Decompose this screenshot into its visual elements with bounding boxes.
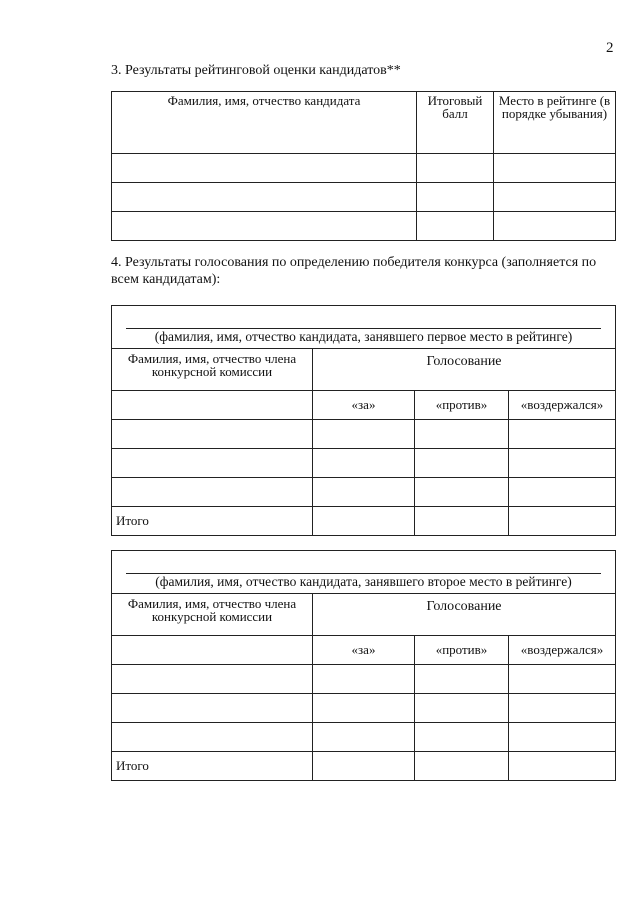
candidate-caption: (фамилия, имя, отчество кандидата, занявшего второе место в рейтинге) — [155, 574, 572, 589]
total-for-cell[interactable] — [313, 507, 415, 536]
candidate-name-field[interactable] — [112, 306, 616, 349]
total-row — [112, 507, 616, 536]
member-name-cell[interactable] — [112, 636, 313, 665]
column-header-candidate-name: Фамилия, имя, отчество кандидата — [112, 92, 417, 154]
total-label: Итого — [112, 507, 313, 536]
page-number: 2 — [606, 40, 614, 56]
table-row — [112, 449, 616, 478]
total-against-cell[interactable] — [415, 752, 509, 781]
table-header-row — [112, 594, 616, 636]
candidate-name-field[interactable] — [112, 551, 616, 594]
section-3-heading: 3. Результаты рейтинговой оценки кандидатов** — [111, 63, 401, 78]
rating-results-table — [111, 91, 616, 241]
vote-abstain-cell[interactable] — [509, 723, 616, 752]
total-against-cell[interactable] — [415, 507, 509, 536]
table-header-row — [112, 349, 616, 391]
candidate-name-cell[interactable] — [112, 183, 417, 212]
vote-abstain-cell[interactable] — [509, 694, 616, 723]
candidate-name-cell[interactable] — [112, 212, 417, 241]
rank-cell[interactable] — [494, 154, 616, 183]
vote-for-cell[interactable] — [313, 420, 415, 449]
table-header-row — [112, 92, 616, 154]
column-header-for: «за» — [313, 636, 415, 665]
table-row — [112, 665, 616, 694]
member-name-cell[interactable] — [112, 478, 313, 507]
vote-abstain-cell[interactable] — [509, 420, 616, 449]
total-row — [112, 752, 616, 781]
member-name-cell[interactable] — [112, 694, 313, 723]
member-name-cell[interactable] — [112, 665, 313, 694]
member-name-cell[interactable] — [112, 391, 313, 420]
candidate-name-row — [112, 306, 616, 349]
score-cell[interactable] — [417, 154, 494, 183]
vote-for-cell[interactable] — [313, 665, 415, 694]
total-label: Итого — [112, 752, 313, 781]
column-header-final-score: Итоговый балл — [417, 92, 494, 154]
score-cell[interactable] — [417, 212, 494, 241]
vote-options-row — [112, 636, 616, 665]
column-header-member-name: Фамилия, имя, отчество члена конкурсной комиссии — [112, 594, 313, 636]
vote-for-cell[interactable] — [313, 478, 415, 507]
vote-for-cell[interactable] — [313, 694, 415, 723]
vote-against-cell[interactable] — [415, 420, 509, 449]
column-header-member-name: Фамилия, имя, отчество члена конкурсной комиссии — [112, 349, 313, 391]
voting-table-second-place — [111, 550, 616, 781]
vote-against-cell[interactable] — [415, 449, 509, 478]
vote-options-row — [112, 391, 616, 420]
table-row — [112, 154, 616, 183]
member-name-cell[interactable] — [112, 420, 313, 449]
table-row — [112, 183, 616, 212]
vote-against-cell[interactable] — [415, 694, 509, 723]
table-row — [112, 694, 616, 723]
column-header-rank: Место в рейтинге (в порядке убывания) — [494, 92, 616, 154]
column-header-against: «против» — [415, 391, 509, 420]
score-cell[interactable] — [417, 183, 494, 212]
vote-abstain-cell[interactable] — [509, 478, 616, 507]
column-header-abstain: «воздержался» — [509, 391, 616, 420]
vote-abstain-cell[interactable] — [509, 449, 616, 478]
column-header-voting: Голосование — [313, 349, 616, 391]
table-row — [112, 420, 616, 449]
candidate-name-row — [112, 551, 616, 594]
vote-against-cell[interactable] — [415, 665, 509, 694]
column-header-abstain: «воздержался» — [509, 636, 616, 665]
rank-cell[interactable] — [494, 212, 616, 241]
vote-against-cell[interactable] — [415, 723, 509, 752]
candidate-caption: (фамилия, имя, отчество кандидата, занявшего первое место в рейтинге) — [154, 329, 573, 344]
total-abstain-cell[interactable] — [509, 507, 616, 536]
table-row — [112, 723, 616, 752]
vote-against-cell[interactable] — [415, 478, 509, 507]
column-header-for: «за» — [313, 391, 415, 420]
vote-for-cell[interactable] — [313, 723, 415, 752]
total-abstain-cell[interactable] — [509, 752, 616, 781]
total-for-cell[interactable] — [313, 752, 415, 781]
table-row — [112, 212, 616, 241]
vote-abstain-cell[interactable] — [509, 665, 616, 694]
section-4-heading: 4. Результаты голосования по определению победителя конкурса (заполняется по всем кандидатам): — [111, 255, 597, 287]
candidate-name-cell[interactable] — [112, 154, 417, 183]
column-header-against: «против» — [415, 636, 509, 665]
member-name-cell[interactable] — [112, 723, 313, 752]
table-row — [112, 478, 616, 507]
member-name-cell[interactable] — [112, 449, 313, 478]
column-header-voting: Голосование — [313, 594, 616, 636]
vote-for-cell[interactable] — [313, 449, 415, 478]
voting-table-first-place — [111, 305, 616, 536]
rank-cell[interactable] — [494, 183, 616, 212]
